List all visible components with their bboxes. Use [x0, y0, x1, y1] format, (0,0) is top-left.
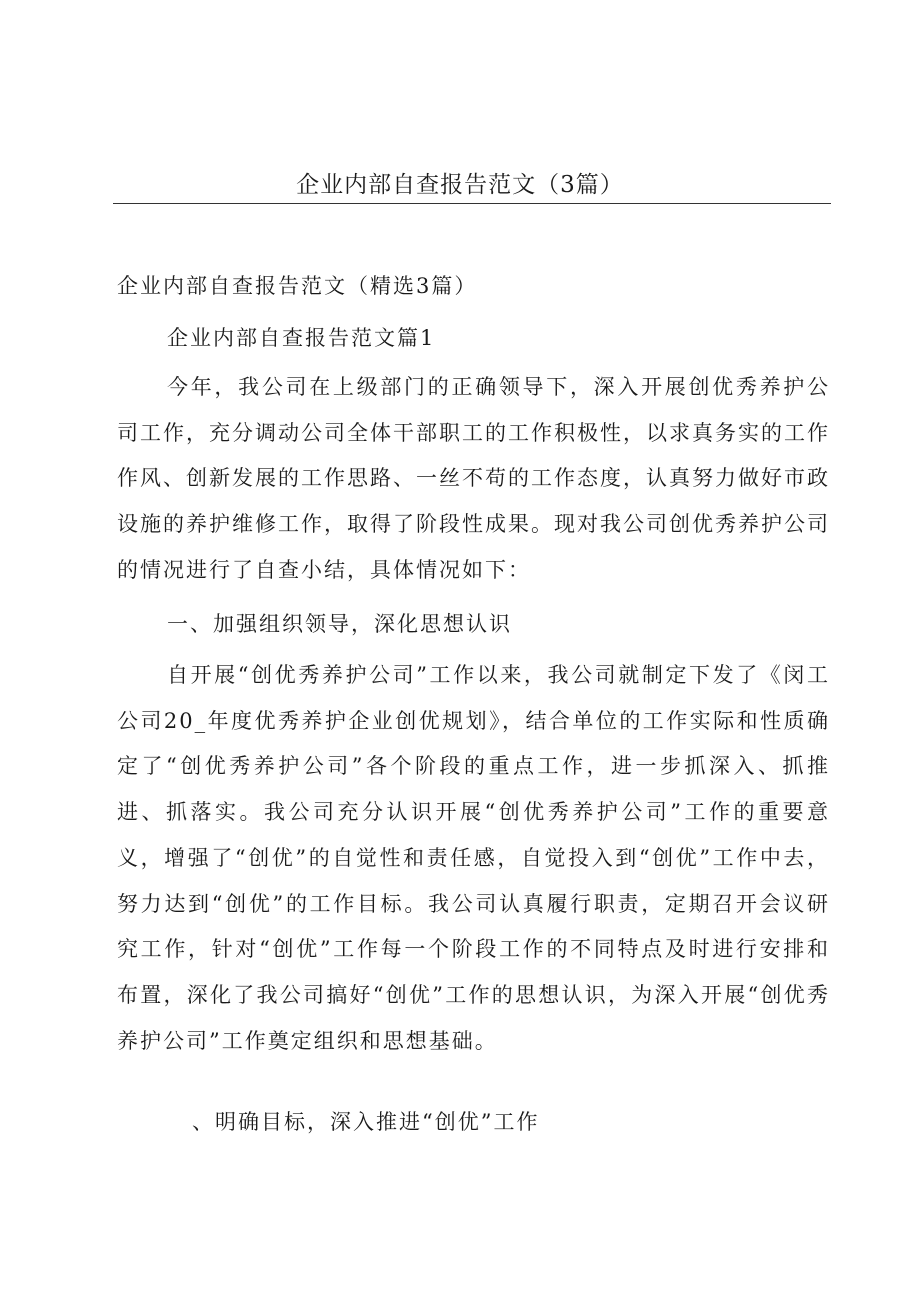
section-heading-1: 一、加强组织领导，深化思想认识 — [167, 612, 512, 636]
section-heading-2: 、明确目标，深入推进“创优”工作 — [192, 1110, 540, 1134]
title-underline — [113, 203, 831, 204]
document-subtitle: 企业内部自查报告范文（精选3篇） — [117, 274, 478, 298]
paragraph-intro: 今年，我公司在上级部门的正确领导下，深入开展创优秀养护公司工作，充分调动公司全体干部职工的工作积极性，以求真务实的工作作风、创新发展的工作思路、一丝不苟的工作态度，认真努力做好市政设施的养护维修工作，取得了阶段性成果。现对我公司创优秀养护公司的情况进行了自查小结，具体情况如下： — [117, 375, 830, 582]
document-title: 企业内部自查报告范文（3篇） — [296, 172, 624, 198]
essay-heading: 企业内部自查报告范文篇1 — [167, 326, 436, 350]
paragraph-section-1: 自开展“创优秀养护公司”工作以来，我公司就制定下发了《闵工公司20_年度优秀养护企业创优规划》，结合单位的工作实际和性质确定了“创优秀养护公司”各个阶段的重点工作，进一步抓深入、抓推进、抓落实。我公司充分认识开展“创优秀养护公司”工作的重要意义，增强了“创优”的自觉性和责任感，自觉投入到“创优”工作中去，努力达到“创优”的工作目标。我公司认真履行职责，定期召开会议研究工作，针对“创优”工作每一个阶段工作的不同特点及时进行安排和布置，深化了我公司搞好“创优”工作的思想认识，为深入开展“创优秀养护公司”工作奠定组织和思想基础。 — [117, 663, 830, 1053]
